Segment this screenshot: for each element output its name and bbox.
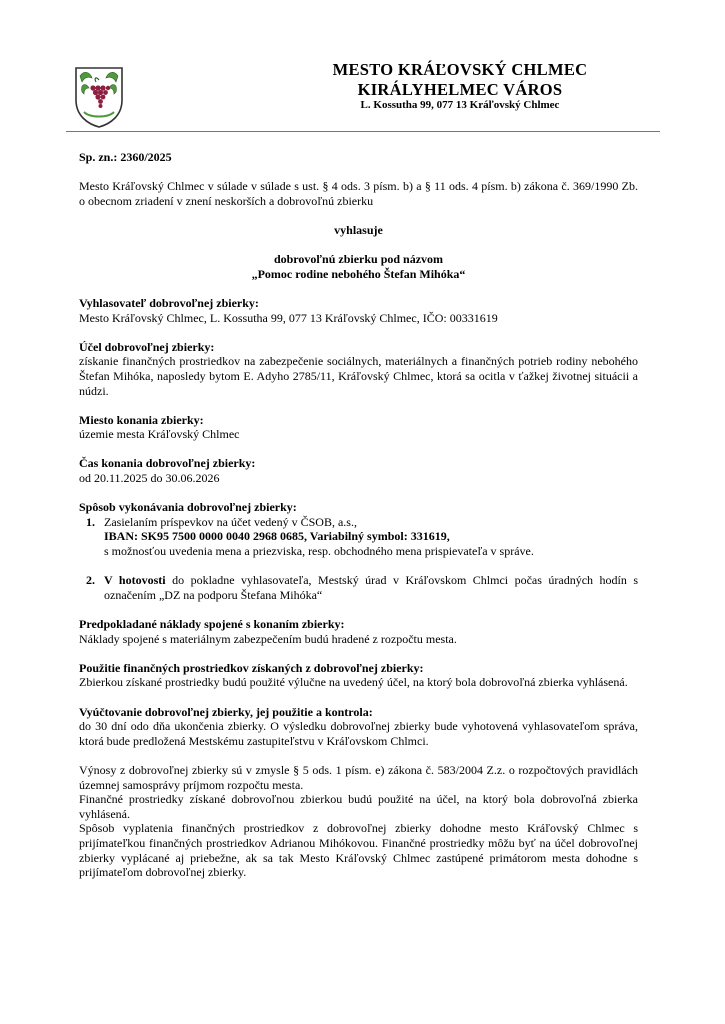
- purpose-text: získanie finančných prostriedkov na zabezpečenie sociálnych, materiálnych a finančných potrieb rodiny nebohého Štefan Mihóka, naposledy bytom E. Adyho 2785/11, Kráľovský Chlmec, ktorá sa ocitla v ťažkej životnej situácii a núdzi.: [79, 354, 638, 398]
- settlement-heading: Vyúčtovanie dobrovoľnej zbierky, jej použitie a kontrola:: [79, 704, 373, 719]
- method-heading: Spôsob vykonávania dobrovoľnej zbierky:: [79, 500, 297, 515]
- transfer-note: s možnosťou uvedenia mena a priezviska, resp. obchodného mena prispievateľa v správe.: [104, 544, 534, 559]
- method-item-transfer: [79, 515, 638, 559]
- revenue-paragraph: Výnosy z dobrovoľnej zbierky sú v zmysle § 5 ods. 1 písm. e) zákona č. 583/2004 Z.z. o rozpočtových pravidlách územnej samosprávy príjmom rozpočtu mesta.: [79, 762, 638, 792]
- settlement-text: do 30 dní odo dňa ukončenia zbierky. O výsledku dobrovoľnej zbierky bude vyhotovená vyhlasovateľom správa, ktorá bude predložená Mestskému zastupiteľstvu v Kráľovskom Chlmci.: [79, 719, 638, 748]
- collection-label: dobrovoľnú zbierku pod názvom: [273, 252, 444, 267]
- payout-paragraph: Spôsob vyplatenia finančných prostriedkov z dobrovoľnej zbierky dohodne mesto Kráľovský Chlmec s prijímateľkou finančných prostriedkov Adrianou Mihókovou. Finančné prostriedky môžu byť na účel dobrovoľnej zbierky vyplácané aj priebežne, ak sa tak Mesto Kráľovský Chlmec zastúpené primátorom mesta dohodne s prijímateľom dobrovoľnej zbierky.: [79, 821, 638, 880]
- reference-number: Sp. zn.: 2360/2025: [79, 150, 172, 164]
- time-heading: Čas konania dobrovoľnej zbierky:: [79, 456, 256, 471]
- announcer-heading: Vyhlasovateľ dobrovoľnej zbierky:: [79, 295, 259, 310]
- header-address: L. Kossutha 99, 077 13 Kráľovský Chlmec: [360, 99, 560, 111]
- place-text: územie mesta Kráľovský Chlmec: [79, 427, 240, 442]
- collection-name: „Pomoc rodine nebohého Štefan Mihóka“: [251, 266, 466, 281]
- costs-text: Náklady spojené s materiálnym zabezpečením budú hradené z rozpočtu mesta.: [79, 631, 457, 646]
- coat-of-arms-icon: [74, 66, 124, 128]
- place-heading: Miesto konania zbierky:: [79, 412, 204, 427]
- usage-text: Zbierkou získané prostriedky budú použité výlučne na uvedený účel, na ktorý bola dobrovoľná zbierka vyhlásená.: [79, 675, 628, 690]
- purpose-heading: Účel dobrovoľnej zbierky:: [79, 339, 215, 354]
- time-text: od 20.11.2025 do 30.06.2026: [79, 471, 220, 486]
- header-title: MESTO KRÁĽOVSKÝ CHLMEC: [332, 60, 588, 79]
- usage-heading: Použitie finančných prostriedkov získaných z dobrovoľnej zbierky:: [79, 660, 424, 675]
- funds-usage-paragraph: Finančné prostriedky získané dobrovoľnou zbierkou budú použité na účel, na ktorý bola dobrovoľná zbierka vyhlásená.: [79, 792, 638, 821]
- method-item-number: 2.: [86, 573, 95, 588]
- declaration-heading: vyhlasuje: [334, 222, 383, 237]
- iban-line: IBAN: SK95 7500 0000 0040 2968 0685, Variabilný symbol: 331619,: [104, 529, 450, 544]
- intro-paragraph: Mesto Kráľovský Chlmec v súlade v súlade s ust. § 4 ods. 3 písm. b) a § 11 ods. 4 písm. b) zákona č. 369/1990 Zb. o obecnom zriadení v znení neskorších a dobrovoľnú zbierku: [79, 179, 638, 208]
- method-item-number: 1.: [86, 514, 95, 529]
- transfer-text: Zasielaním príspevkov na účet vedený v ČSOB, a.s.,: [104, 514, 357, 529]
- header-subtitle: KIRÁLYHELMEC VÁROS: [357, 80, 563, 99]
- cash-text: do pokladne vyhlasovateľa, Mestský úrad v Kráľovskom Chlmci počas úradných hodín s označením „DZ na podporu Štefana Mihóka“: [104, 573, 639, 602]
- header-divider: [66, 131, 660, 132]
- announcer-text: Mesto Kráľovský Chlmec, L. Kossutha 99, 077 13 Kráľovský Chlmec, IČO: 00331619: [79, 310, 498, 325]
- document-body: [79, 150, 638, 880]
- costs-heading: Predpokladané náklady spojené s konaním zbierky:: [79, 617, 345, 631]
- method-item-cash: [79, 573, 638, 602]
- cash-label: V hotovosti: [104, 573, 166, 588]
